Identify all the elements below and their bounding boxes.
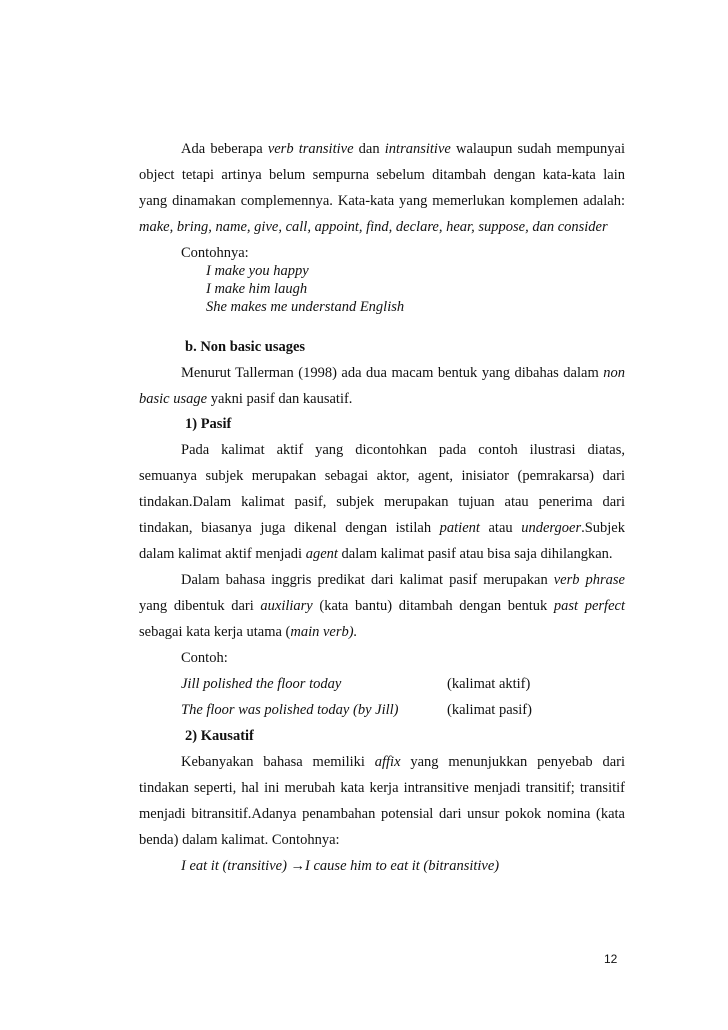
kausatif-example: I eat it (transitive) →I cause him to eat it (bitransitive) — [181, 858, 500, 874]
pasif-line3: tindakan.Dalam kalimat pasif, subjek merupakan tujuan atau penerima dari — [139, 494, 625, 510]
pasif-example-1-tag: (kalimat aktif) — [447, 676, 531, 692]
pasif-p2-line2: yang dibentuk dari auxiliary (kata bantu) ditambah dengan bentuk past perfect — [139, 598, 625, 614]
pasif-line1: Pada kalimat aktif yang dicontohkan pada contoh ilustrasi diatas, — [181, 442, 625, 458]
para1-example-2: I make him laugh — [206, 281, 308, 297]
pasif-line2: semuanya subjek merupakan sebagai aktor, agent, inisiator (pemrakarsa) dari — [139, 468, 625, 484]
para1-example-label: Contohnya: — [181, 245, 249, 261]
para1-line3: yang dinamakan complemennya. Kata-kata yang memerlukan komplemen adalah: — [139, 193, 625, 209]
section-b-line2: basic usage yakni pasif dan kausatif. — [139, 391, 353, 407]
kausatif-line1: Kebanyakan bahasa memiliki affix yang menunjukkan penyebab dari — [181, 754, 625, 770]
section-b-line1: Menurut Tallerman (1998) ada dua macam bentuk yang dibahas dalam non — [181, 365, 625, 381]
pasif-p2-line3: sebagai kata kerja utama (main verb). — [139, 624, 358, 640]
page-number: 12 — [604, 952, 618, 966]
pasif-heading: 1) Pasif — [185, 416, 232, 432]
pasif-example-2-tag: (kalimat pasif) — [447, 702, 532, 718]
kausatif-heading: 2) Kausatif — [185, 728, 254, 744]
kausatif-line3: menjadi bitransitif.Adanya penambahan potensial dari unsur pokok nomina (kata — [139, 806, 625, 822]
para1-line1: Ada beberapa verb transitive dan intransitive walaupun sudah mempunyai — [181, 141, 625, 157]
pasif-line4: tindakan, biasanya juga dikenal dengan istilah patient atau undergoer.Subjek — [139, 520, 625, 536]
pasif-example-2-sentence: The floor was polished today (by Jill) — [181, 702, 399, 718]
pasif-example-1-sentence: Jill polished the floor today — [181, 676, 342, 692]
kausatif-line2: tindakan seperti, hal ini merubah kata kerja intransitive menjadi transitif; transitif — [139, 780, 625, 796]
para1-example-3: She makes me understand English — [206, 299, 405, 315]
pasif-example-label: Contoh: — [181, 650, 228, 666]
para1-line2: object tetapi artinya belum sempurna sebelum ditambah dengan kata-kata lain — [139, 167, 625, 183]
pasif-line5: dalam kalimat aktif menjadi agent dalam kalimat pasif atau bisa saja dihilangkan. — [139, 546, 613, 562]
pasif-p2-line1: Dalam bahasa inggris predikat dari kalimat pasif merupakan verb phrase — [181, 572, 625, 588]
right-arrow-icon: → — [290, 858, 306, 874]
section-b-heading: b. Non basic usages — [185, 339, 306, 355]
para1-line4: make, bring, name, give, call, appoint, find, declare, hear, suppose, dan consider — [139, 219, 608, 235]
kausatif-line4: benda) dalam kalimat. Contohnya: — [139, 832, 340, 848]
para1-example-1: I make you happy — [206, 263, 309, 279]
